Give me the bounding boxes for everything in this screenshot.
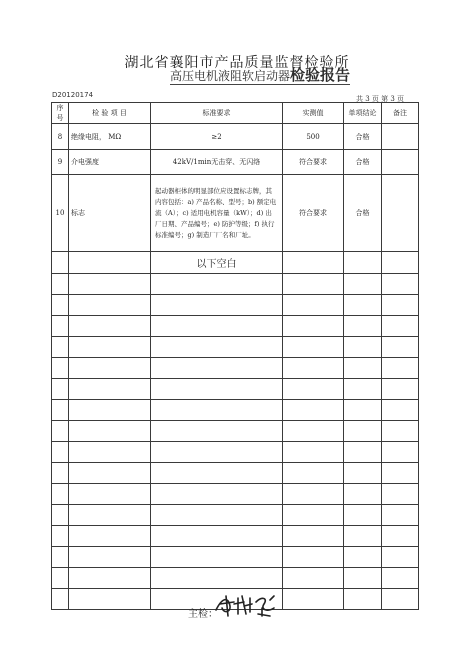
row-no: 8 bbox=[52, 124, 69, 150]
empty-cell bbox=[283, 589, 344, 610]
empty-cell bbox=[151, 358, 283, 379]
empty-cell bbox=[382, 316, 419, 337]
row-remark bbox=[382, 252, 419, 274]
col-header-item: 检 验 项 目 bbox=[69, 103, 151, 124]
empty-cell bbox=[283, 484, 344, 505]
empty-cell bbox=[283, 526, 344, 547]
empty-cell bbox=[382, 547, 419, 568]
row-conclusion: 合格 bbox=[344, 175, 382, 252]
empty-row bbox=[52, 463, 419, 484]
empty-cell bbox=[52, 589, 69, 610]
empty-cell bbox=[151, 463, 283, 484]
row-conclusion: 合格 bbox=[344, 150, 382, 175]
empty-cell bbox=[344, 547, 382, 568]
empty-cell bbox=[382, 379, 419, 400]
row-measured bbox=[283, 252, 344, 274]
empty-cell bbox=[344, 442, 382, 463]
page-info: 共 3 页 第 3 页 bbox=[356, 95, 405, 103]
empty-cell bbox=[52, 274, 69, 295]
inspector-signature bbox=[212, 590, 282, 620]
empty-row bbox=[52, 421, 419, 442]
table-row bbox=[52, 150, 419, 175]
empty-cell bbox=[52, 379, 69, 400]
row-requirement: ≥2 bbox=[151, 124, 283, 150]
empty-row bbox=[52, 316, 419, 337]
empty-cell bbox=[151, 484, 283, 505]
empty-cell bbox=[382, 295, 419, 316]
empty-row bbox=[52, 568, 419, 589]
row-item: 介电强度 bbox=[69, 150, 151, 175]
empty-cell bbox=[344, 463, 382, 484]
row-item: 绝缘电阻， MΩ bbox=[69, 124, 151, 150]
empty-cell bbox=[52, 505, 69, 526]
empty-cell bbox=[344, 526, 382, 547]
empty-cell bbox=[283, 505, 344, 526]
empty-cell bbox=[344, 274, 382, 295]
col-header-measured: 实测值 bbox=[283, 103, 344, 124]
empty-row bbox=[52, 337, 419, 358]
row-no bbox=[52, 252, 69, 274]
empty-cell bbox=[52, 358, 69, 379]
empty-cell bbox=[52, 484, 69, 505]
empty-row bbox=[52, 274, 419, 295]
row-remark bbox=[382, 124, 419, 150]
empty-cell bbox=[151, 547, 283, 568]
empty-cell bbox=[344, 295, 382, 316]
row-measured: 符合要求 bbox=[283, 175, 344, 252]
empty-cell bbox=[52, 337, 69, 358]
empty-cell bbox=[69, 358, 151, 379]
empty-cell bbox=[344, 358, 382, 379]
row-item bbox=[69, 252, 151, 274]
empty-cell bbox=[69, 568, 151, 589]
empty-cell bbox=[382, 484, 419, 505]
col-header-no: 序号 bbox=[52, 103, 69, 124]
empty-cell bbox=[283, 274, 344, 295]
row-no: 10 bbox=[52, 175, 69, 252]
empty-cell bbox=[151, 421, 283, 442]
empty-cell bbox=[382, 274, 419, 295]
empty-cell bbox=[52, 295, 69, 316]
empty-cell bbox=[52, 568, 69, 589]
empty-cell bbox=[151, 442, 283, 463]
empty-cell bbox=[382, 589, 419, 610]
row-requirement: 起动器柜体的明显部位应设置标志牌，其内容包括：a) 产品名称、型号；b) 额定电流（A）；c) 适用电机容量（kW）；d) 出厂日期、产品编号；e) 防护等级；f) 执行标准编号；g) 制造厂厂名和厂址。 bbox=[151, 175, 283, 252]
inspector-label: 主检： bbox=[188, 609, 218, 620]
empty-cell bbox=[344, 337, 382, 358]
empty-cell bbox=[151, 400, 283, 421]
empty-cell bbox=[69, 442, 151, 463]
empty-cell bbox=[69, 295, 151, 316]
org-name: 湖北省襄阳市产品质量监督检验所 bbox=[124, 55, 350, 71]
empty-cell bbox=[344, 568, 382, 589]
empty-cell bbox=[382, 442, 419, 463]
empty-cell bbox=[283, 421, 344, 442]
row-remark bbox=[382, 150, 419, 175]
empty-cell bbox=[52, 421, 69, 442]
empty-row bbox=[52, 547, 419, 568]
empty-cell bbox=[283, 568, 344, 589]
empty-cell bbox=[52, 316, 69, 337]
empty-cell bbox=[69, 316, 151, 337]
row-item: 标志 bbox=[69, 175, 151, 252]
empty-cell bbox=[344, 400, 382, 421]
empty-cell bbox=[344, 379, 382, 400]
table-header-row bbox=[52, 103, 419, 124]
table-row bbox=[52, 252, 419, 274]
empty-cell bbox=[52, 400, 69, 421]
empty-cell bbox=[69, 505, 151, 526]
doc-number: D20120174 bbox=[52, 91, 94, 99]
empty-row bbox=[52, 484, 419, 505]
empty-cell bbox=[52, 442, 69, 463]
empty-cell bbox=[344, 316, 382, 337]
empty-cell bbox=[52, 463, 69, 484]
inspection-table bbox=[51, 102, 419, 610]
empty-cell bbox=[382, 400, 419, 421]
empty-cell bbox=[283, 547, 344, 568]
empty-cell bbox=[69, 274, 151, 295]
empty-cell bbox=[69, 547, 151, 568]
empty-cell bbox=[69, 379, 151, 400]
empty-cell bbox=[382, 337, 419, 358]
row-conclusion bbox=[344, 252, 382, 274]
empty-cell bbox=[283, 358, 344, 379]
row-conclusion: 合格 bbox=[344, 124, 382, 150]
empty-row bbox=[52, 379, 419, 400]
row-no: 9 bbox=[52, 150, 69, 175]
empty-cell bbox=[69, 484, 151, 505]
empty-cell bbox=[344, 505, 382, 526]
empty-cell bbox=[382, 526, 419, 547]
empty-cell bbox=[283, 316, 344, 337]
empty-cell bbox=[151, 274, 283, 295]
empty-cell bbox=[382, 421, 419, 442]
empty-cell bbox=[283, 337, 344, 358]
empty-cell bbox=[151, 337, 283, 358]
empty-cell bbox=[69, 526, 151, 547]
empty-cell bbox=[283, 379, 344, 400]
empty-cell bbox=[344, 589, 382, 610]
product-name: 高压电机液阻软启动器 bbox=[170, 69, 291, 83]
empty-cell bbox=[151, 316, 283, 337]
col-header-conclusion: 单项结论 bbox=[344, 103, 382, 124]
row-requirement: 42kV/1min无击穿、无闪络 bbox=[151, 150, 283, 175]
empty-cell bbox=[151, 379, 283, 400]
empty-cell bbox=[283, 463, 344, 484]
report-title bbox=[170, 68, 350, 85]
empty-cell bbox=[344, 484, 382, 505]
empty-row bbox=[52, 526, 419, 547]
empty-cell bbox=[69, 589, 151, 610]
empty-cell bbox=[52, 547, 69, 568]
empty-row bbox=[52, 505, 419, 526]
empty-cell bbox=[69, 337, 151, 358]
empty-cell bbox=[283, 442, 344, 463]
report-word: 检验报告 bbox=[290, 66, 351, 84]
empty-cell bbox=[382, 568, 419, 589]
empty-cell bbox=[151, 568, 283, 589]
empty-row bbox=[52, 400, 419, 421]
col-header-requirement: 标准要求 bbox=[151, 103, 283, 124]
empty-cell bbox=[382, 505, 419, 526]
empty-cell bbox=[69, 400, 151, 421]
empty-cell bbox=[344, 421, 382, 442]
empty-cell bbox=[283, 295, 344, 316]
empty-cell bbox=[52, 526, 69, 547]
empty-cell bbox=[382, 358, 419, 379]
row-measured: 符合要求 bbox=[283, 150, 344, 175]
blank-note: 以下空白 bbox=[151, 252, 283, 274]
row-measured: 500 bbox=[283, 124, 344, 150]
empty-cell bbox=[69, 463, 151, 484]
empty-cell bbox=[382, 463, 419, 484]
empty-cell bbox=[151, 295, 283, 316]
empty-row bbox=[52, 442, 419, 463]
empty-row bbox=[52, 295, 419, 316]
empty-cell bbox=[69, 421, 151, 442]
table-row bbox=[52, 124, 419, 150]
empty-cell bbox=[151, 505, 283, 526]
empty-cell bbox=[283, 400, 344, 421]
table-row bbox=[52, 175, 419, 252]
empty-cell bbox=[151, 526, 283, 547]
empty-row bbox=[52, 358, 419, 379]
row-remark bbox=[382, 175, 419, 252]
col-header-remark: 备注 bbox=[382, 103, 419, 124]
